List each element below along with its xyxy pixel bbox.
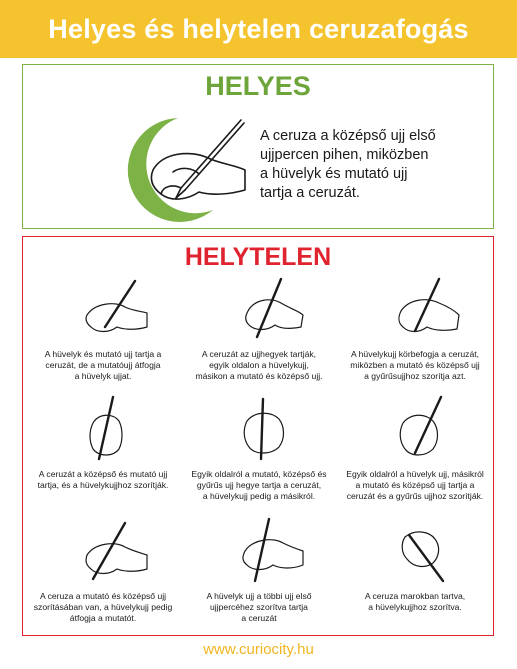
- incorrect-grip-item-7: [25, 515, 181, 624]
- item-line: a ceruzát: [241, 613, 277, 623]
- item-line: ceruzát és a gyűrűs ujjhoz szorítják.: [346, 491, 484, 501]
- item-line: a hüvelykujj pedig a másikról.: [202, 491, 316, 501]
- item-line: a hüvelykujjhoz szorítva.: [368, 602, 462, 612]
- page-title: Helyes és helytelen ceruzafogás: [48, 13, 469, 44]
- incorrect-grip-item-5: [181, 393, 337, 502]
- correct-line: ujjpercen pihen, miközben: [260, 147, 429, 163]
- incorrect-grip-illustration: [209, 515, 309, 587]
- item-line: gyűrűs ujj hegye tartja a ceruzát,: [196, 480, 322, 490]
- item-line: tartja, és a hüvelykujjhoz szorítják.: [37, 480, 169, 490]
- footer-url: www.curiocity.hu: [203, 641, 314, 658]
- item-line: a mutató és középső ujj tartja a: [355, 480, 475, 490]
- item-line: egyik oldalon a hüvelykujj,: [209, 360, 309, 370]
- incorrect-grip-illustration: [209, 273, 309, 345]
- incorrect-grip-illustration: [365, 393, 465, 465]
- incorrect-grip-item-1: [25, 273, 181, 382]
- incorrect-grip-item-8: [181, 515, 337, 624]
- incorrect-heading: HELYTELEN: [184, 243, 332, 271]
- incorrect-grip-illustration: [53, 393, 153, 465]
- correct-grip-illustration: [103, 110, 253, 222]
- title-banner: [0, 0, 517, 58]
- correct-line: a hüvelyk és mutató ujj: [260, 166, 408, 182]
- incorrect-grip-illustration: [209, 393, 309, 465]
- incorrect-grip-illustration: [53, 515, 153, 587]
- incorrect-grip-section: [22, 236, 494, 636]
- item-line: ceruzát, de a mutatóujj átfogja: [45, 360, 161, 370]
- correct-line: tartja a ceruzát.: [260, 185, 360, 201]
- item-line: a hüvelyk ujjat.: [74, 371, 132, 381]
- incorrect-grip-illustration: [53, 273, 153, 345]
- item-line: Egyik oldalról a hüvelyk ujj, másikról: [346, 469, 484, 479]
- item-line: A hüvelykujj körbefogja a ceruzát,: [350, 349, 480, 359]
- correct-heading: HELYES: [205, 71, 311, 101]
- item-line: ujjpercéhez szorítva tartja: [210, 602, 308, 612]
- item-line: Egyik oldalról a mutató, középső és: [191, 469, 327, 479]
- item-line: A ceruza marokban tartva,: [364, 591, 466, 601]
- correct-description: [260, 127, 470, 203]
- incorrect-grip-illustration: [365, 273, 465, 345]
- item-line: átfogja a mutatót.: [69, 613, 137, 623]
- item-line: A ceruzát a középső és mutató ujj: [38, 469, 168, 479]
- item-line: miközben a mutató és középső ujj: [350, 360, 480, 370]
- incorrect-grip-item-4: [25, 393, 181, 491]
- incorrect-grip-item-2: [181, 273, 337, 382]
- item-line: A hüvelyk ujj a többi ujj első: [206, 591, 312, 601]
- incorrect-grip-item-9: [337, 515, 493, 613]
- item-line: A hüvelyk és mutató ujj tartja a: [44, 349, 162, 359]
- item-line: szorításában van, a hüvelykujj pedig: [33, 602, 173, 612]
- incorrect-grip-illustration: [365, 515, 465, 587]
- item-line: A ceruzát az ujjhegyek tartják,: [201, 349, 317, 359]
- item-line: A ceruza a mutató és középső ujj: [39, 591, 167, 601]
- item-line: másikon a mutató és középső ujj.: [195, 371, 323, 381]
- incorrect-grip-item-3: [337, 273, 493, 382]
- incorrect-grip-item-6: [337, 393, 493, 502]
- item-line: a gyűrűsujjhoz szorítja azt.: [364, 371, 466, 381]
- correct-line: A ceruza a középső ujj első: [260, 128, 436, 144]
- correct-grip-section: [22, 64, 494, 229]
